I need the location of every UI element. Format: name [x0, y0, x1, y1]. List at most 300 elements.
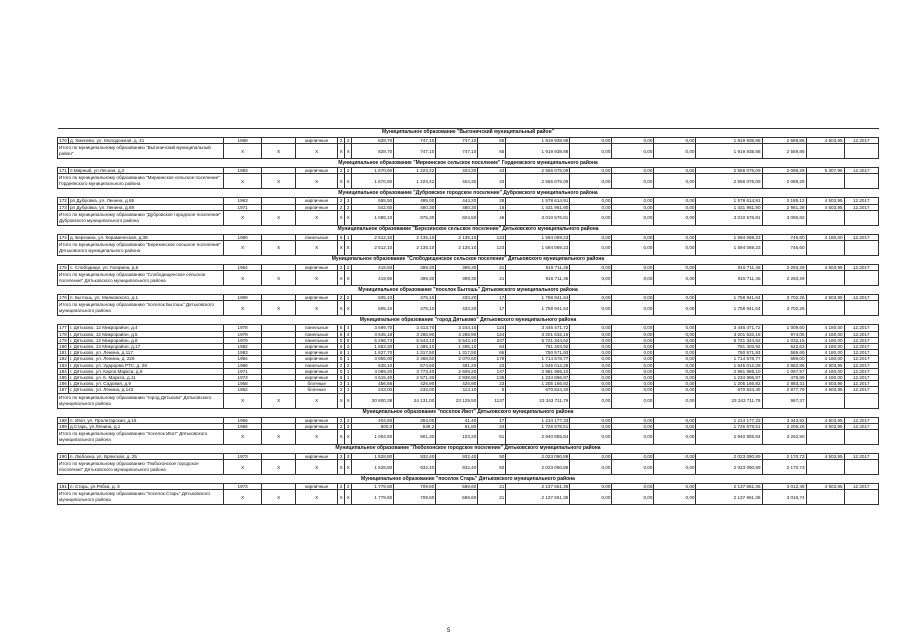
table-cell: 0,00	[612, 138, 654, 144]
table-cell: 426,90	[436, 381, 478, 387]
table-cell: 1973	[224, 375, 262, 381]
table-cell: 2	[338, 387, 345, 393]
subtotal-cell: X	[338, 430, 345, 445]
table-cell: 65	[478, 350, 506, 356]
table-cell: 0,00	[570, 362, 612, 368]
table-cell: 124	[478, 325, 506, 331]
section-title: Муниципальное образование "Выгоничский муниципальный район"	[58, 129, 879, 138]
table-cell: 0,00	[570, 484, 612, 490]
subtotal-cell: X	[296, 301, 338, 316]
table-cell: 1 594 069,23	[696, 234, 762, 240]
table-cell: блочные	[296, 387, 338, 393]
table-cell: 399,30	[436, 265, 478, 271]
table-cell: 0,00	[570, 198, 612, 204]
table-cell: кирпичные	[296, 168, 338, 174]
table-cell: 0,00	[654, 138, 696, 144]
subtotal-cell	[806, 430, 844, 445]
section-title: Муниципальное образование "Мирнинское сельское поселение" Гордеевского муниципального района	[58, 159, 879, 168]
subtotal-cell: X	[262, 430, 296, 445]
subtotal-cell: X	[224, 144, 262, 159]
table-cell: 4 180,00	[806, 368, 844, 374]
table-cell: 3 702,26	[762, 295, 806, 301]
subtotal-cell: 3 016,74	[762, 490, 806, 505]
table-cell: 4 503,95	[806, 138, 844, 144]
table-cell: 138	[478, 375, 506, 381]
subtotal-cell: X	[345, 430, 352, 445]
subtotal-cell: 1 528,80	[352, 460, 394, 475]
table-cell: 4 180,00	[806, 337, 844, 343]
table-cell: 4 180,00	[806, 331, 844, 337]
subtotal-cell: 0,00	[612, 174, 654, 189]
subtotal-cell: X	[345, 144, 352, 159]
section-title: Муниципальное образование "Березинское сельское поселение" Дятьковского муниципального района	[58, 225, 879, 234]
table-cell: г. Дятьково, ул. Ленина, д.117	[69, 350, 224, 356]
subtotal-row	[58, 460, 879, 475]
subtotal-cell	[844, 460, 878, 475]
subtotal-label: Итого по муниципальному образованию "Мирнинское сельское поселение" Гордеевского муниципального района	[58, 174, 224, 189]
table-cell: п. Бытошь, ул. Маяковского, д.1	[69, 295, 224, 301]
subtotal-cell: 1 779,60	[352, 490, 394, 505]
table-cell: 0,00	[570, 204, 612, 210]
section-title: Муниципальное образование "Слободищенское сельское поселение" Дятьковского муниципального района	[58, 256, 879, 265]
table-cell: 0,00	[654, 295, 696, 301]
subtotal-cell: X	[296, 241, 338, 256]
subtotal-cell: X	[224, 301, 262, 316]
table-cell: 689,00	[762, 356, 806, 362]
subtotal-cell: 0,00	[654, 301, 696, 316]
table-cell: 183	[59, 362, 67, 368]
table-cell: 1 234 896,97	[506, 375, 570, 381]
table-cell: 1 726 678,51	[696, 423, 762, 429]
subtotal-cell	[806, 271, 844, 286]
table-cell: 1 214 177,33	[506, 417, 570, 423]
subtotal-cell: 3 010 576,81	[696, 210, 762, 225]
table-cell: 2	[345, 265, 352, 271]
table-cell: 0,00	[654, 331, 696, 337]
table-cell: 12.2017	[844, 234, 878, 240]
table-cell: панельные	[296, 362, 338, 368]
table-cell: 1958	[224, 381, 262, 387]
table-cell: 3 286,90	[436, 331, 478, 337]
section-header-row	[58, 189, 879, 198]
subtotal-cell: 0,00	[570, 144, 612, 159]
table-cell: 1 067,97	[762, 368, 806, 374]
table-cell: 1964	[224, 265, 262, 271]
subtotal-cell: 747,10	[436, 144, 478, 159]
table-cell: 3 645,18	[352, 331, 394, 337]
table-cell: 12.2017	[844, 362, 878, 368]
table-cell: 185	[59, 375, 67, 381]
table-cell: 670 624,40	[696, 387, 762, 393]
table-cell: 974,05	[762, 331, 806, 337]
table-cell: кирпичные	[296, 198, 338, 204]
table-cell: г. Дятьково, ул. Садовая, д.9	[69, 381, 224, 387]
table-cell: 187	[59, 387, 67, 393]
table-cell: п.Мирный, ул.Лесная, д.2	[69, 168, 224, 174]
table-cell: 0,00	[570, 375, 612, 381]
table-cell: рп Дубровка, ул. Ленина, д.65	[69, 198, 224, 204]
table-cell: 3 413,70	[394, 325, 436, 331]
subtotal-cell: 2 135,10	[394, 241, 436, 256]
table-cell: 399,30	[394, 265, 436, 271]
subtotal-cell	[806, 174, 844, 189]
subtotal-cell: X	[296, 144, 338, 159]
table-cell: кирпичные	[296, 265, 338, 271]
subtotal-cell: 1 758 941,64	[696, 301, 762, 316]
table-cell: 1971	[224, 204, 262, 210]
subtotal-cell: 1 004,50	[352, 430, 394, 445]
table-cell: 5	[338, 234, 345, 240]
table-cell: 12.2017	[844, 387, 878, 393]
table-cell: 0,00	[612, 350, 654, 356]
table-cell: 0,00	[654, 387, 696, 393]
subtotal-cell: 21	[478, 490, 506, 505]
subtotal-cell: 901,30	[394, 430, 436, 445]
table-cell: 915 711,45	[696, 265, 762, 271]
table-cell: 28	[478, 198, 506, 204]
subtotal-label: Итого по муниципальному образованию "поселок Ивот" Дятьковского муниципального района	[58, 430, 224, 445]
table-cell: 2	[338, 168, 345, 174]
table-cell: 4 503,95	[806, 295, 844, 301]
subtotal-cell	[806, 144, 844, 159]
table-cell: 0,00	[570, 368, 612, 374]
table-cell: 1 317,50	[394, 350, 436, 356]
table-cell: 0,00	[612, 198, 654, 204]
subtotal-cell: 505,10	[352, 301, 394, 316]
table-cell: 1 214 177,33	[696, 417, 762, 423]
subtotal-cell: 24 131,00	[394, 393, 436, 408]
table-cell: 12.2017	[844, 198, 878, 204]
subtotal-cell: X	[224, 241, 262, 256]
table-cell: 0,00	[570, 265, 612, 271]
table-cell: 2	[345, 204, 352, 210]
subtotal-label: Итого по муниципальному образованию "Дубровское городское поселение" Дубровского муниципального района	[58, 210, 224, 225]
subtotal-cell: 0,00	[612, 460, 654, 475]
subtotal-cell: 589,60	[436, 490, 478, 505]
table-cell: 5	[338, 337, 345, 343]
table-cell: 4 503,95	[806, 484, 844, 490]
table-cell: 176	[59, 295, 67, 301]
subtotal-cell: X	[262, 210, 296, 225]
subtotal-cell: 967,37	[762, 393, 806, 408]
table-cell: 5	[338, 368, 345, 374]
table-cell: 0,00	[654, 344, 696, 350]
table-cell: 1 205 166,82	[696, 381, 762, 387]
table-cell: 0,00	[612, 337, 654, 343]
table-cell: 5 543,10	[436, 337, 478, 343]
table-cell: 2	[345, 168, 352, 174]
table-cell: 1 919 938,88	[696, 138, 762, 144]
subtotal-cell: 1137	[478, 393, 506, 408]
subtotal-cell	[806, 490, 844, 505]
subtotal-cell: X	[296, 271, 338, 286]
section-header-row	[58, 225, 879, 234]
table-cell: 0,00	[570, 423, 612, 429]
table-cell: 1 670,60	[352, 168, 394, 174]
table-cell: 542,60	[352, 204, 394, 210]
subtotal-cell: X	[345, 490, 352, 505]
subtotal-cell	[844, 490, 878, 505]
table-cell: 2	[345, 295, 352, 301]
table-cell: 4 180,00	[806, 350, 844, 356]
subtotal-cell: 3 086,82	[762, 210, 806, 225]
subtotal-cell: 1 919 938,88	[696, 144, 762, 159]
table-cell: 8	[345, 337, 352, 343]
table-cell: 4 180,00	[806, 325, 844, 331]
table-cell: 1973	[224, 454, 262, 460]
table-cell: 480,30	[394, 204, 436, 210]
table-cell: 1 645 012,28	[506, 362, 570, 368]
table-cell: 0,00	[654, 375, 696, 381]
table-cell: 1979	[224, 331, 262, 337]
subtotal-cell: X	[338, 174, 345, 189]
table-cell: 747,10	[436, 138, 478, 144]
table-cell: 12.2017	[844, 350, 878, 356]
subtotal-cell	[844, 174, 878, 189]
table-cell: рп Дубровка, ул. Ленина, д.69	[69, 204, 224, 210]
table-cell: п. Любохна, ул. Брянская, д. 25	[69, 454, 224, 460]
table-cell: 828,70	[352, 138, 394, 144]
subtotal-cell: 932,40	[394, 460, 436, 475]
table-cell: 182	[59, 356, 67, 362]
table-cell: 0,00	[612, 168, 654, 174]
table-cell: 181	[59, 350, 67, 356]
table-cell: 18	[478, 204, 506, 210]
subtotal-cell: X	[262, 490, 296, 505]
table-cell: 0,00	[654, 368, 696, 374]
table-cell: 5	[338, 325, 345, 331]
subtotal-cell: X	[296, 460, 338, 475]
subtotal-label: Итого по муниципальному образованию "Березинское сельское поселение" Дятьковского муниципального района	[58, 241, 224, 256]
table-cell: 6	[338, 375, 345, 381]
table-cell: 0,00	[612, 375, 654, 381]
subtotal-cell: 828,70	[352, 144, 394, 159]
table-cell: 1980	[224, 234, 262, 240]
subtotal-cell: 2 940 855,84	[506, 430, 570, 445]
table-cell: 12.2017	[844, 381, 878, 387]
table-cell: 505,10	[352, 295, 394, 301]
subtotal-row	[58, 144, 879, 159]
subtotal-cell: 3 262,90	[762, 430, 806, 445]
table-cell: панельные	[296, 325, 338, 331]
table-cell: 419,50	[352, 265, 394, 271]
table-cell: 2 512,10	[352, 234, 394, 240]
subtotal-cell	[806, 241, 844, 256]
subtotal-cell: X	[224, 393, 262, 408]
subtotal-cell: 0,00	[654, 430, 696, 445]
table-cell: кирпичные	[296, 350, 338, 356]
table-cell: г. Дятьково, ул. Карла Маркса, д.9	[69, 368, 224, 374]
subtotal-cell: X	[345, 174, 352, 189]
table-cell: 3	[345, 198, 352, 204]
section-header-row	[58, 256, 879, 265]
subtotal-cell: X	[338, 460, 345, 475]
table-cell: 12.2017	[844, 325, 878, 331]
subtotal-cell: 0,00	[654, 174, 696, 189]
subtotal-cell: X	[224, 460, 262, 475]
table-cell: 177	[59, 325, 67, 331]
subtotal-cell	[844, 430, 878, 445]
table-cell: 0,00	[612, 381, 654, 387]
table-cell: 17	[478, 295, 506, 301]
subtotal-cell: 2 556 075,09	[506, 174, 570, 189]
subtotal-cell: 0,00	[570, 490, 612, 505]
table-cell: 1 758 941,64	[696, 295, 762, 301]
subtotal-cell: 2 023 090,89	[506, 460, 570, 475]
table-cell: кирпичные	[296, 375, 338, 381]
table-cell: 1 779,60	[352, 484, 394, 490]
table-cell: 3 446 471,72	[506, 325, 570, 331]
table-cell: 555,50	[352, 198, 394, 204]
subtotal-cell: X	[224, 490, 262, 505]
table-cell: 4 503,95	[806, 198, 844, 204]
table-cell: п. Старь, ул.Рябка, д. 3	[69, 484, 224, 490]
table-cell: 41,40	[436, 417, 478, 423]
subtotal-cell: X	[345, 241, 352, 256]
subtotal-cell: 65	[478, 144, 506, 159]
subtotal-cell: 51	[478, 430, 506, 445]
table-cell: 0,00	[654, 265, 696, 271]
table-cell: 2 089,29	[762, 168, 806, 174]
table-cell: 123	[478, 234, 506, 240]
table-cell: 2 862,86	[762, 362, 806, 368]
table-cell: 4 503,95	[806, 454, 844, 460]
table-cell: 5 721 344,62	[696, 337, 762, 343]
subtotal-cell: 3 702,26	[762, 301, 806, 316]
table-cell: панельные	[296, 331, 338, 337]
table-cell: 1963	[224, 198, 262, 204]
section-title: Муниципальное образование "Любохонское городское поселение" Дятьковского муниципального района	[58, 445, 879, 454]
subtotal-cell: X	[224, 430, 262, 445]
table-cell: г. Дятьково, 12 Микрорайон, д.8	[69, 337, 224, 343]
table-cell: 243,00	[352, 387, 394, 393]
table-cell: 363,00	[394, 417, 436, 423]
subtotal-cell: 0,00	[654, 144, 696, 159]
table-cell: 2	[338, 417, 345, 423]
table-cell: 0,00	[654, 417, 696, 423]
subtotal-cell: 2 293,29	[762, 271, 806, 286]
table-cell: 2	[345, 417, 352, 423]
table-cell: 2 137 661,36	[696, 484, 762, 490]
table-cell: 2	[338, 484, 345, 490]
table-cell: 2 135,10	[436, 234, 478, 240]
subtotal-label: Итого по муниципальному образованию "поселок Бытошь" Дятьковского муниципального района	[58, 301, 224, 316]
subtotal-cell: 23 129,50	[436, 393, 478, 408]
table-cell: 2	[338, 454, 345, 460]
subtotal-cell: 0,00	[570, 210, 612, 225]
subtotal-cell: 475,10	[394, 301, 436, 316]
subtotal-cell: 0,00	[654, 241, 696, 256]
table-cell: 12.2017	[844, 454, 878, 460]
subtotal-cell: 43	[478, 174, 506, 189]
table-cell: 0,00	[570, 417, 612, 423]
table-cell: 179	[59, 337, 67, 343]
table-cell: 1 431 961,90	[696, 204, 762, 210]
table-cell: 12.2017	[844, 295, 878, 301]
table-cell: 522,63	[762, 344, 806, 350]
table-cell: 750 571,93	[696, 350, 762, 356]
table-cell: 2	[338, 265, 345, 271]
table-cell: 915 711,45	[506, 265, 570, 271]
subtotal-cell: 0,00	[612, 144, 654, 159]
table-cell: 0,00	[654, 381, 696, 387]
subtotal-cell: 924,50	[436, 210, 478, 225]
subtotal-cell: 0,00	[654, 210, 696, 225]
table-cell: кирпичные	[296, 344, 338, 350]
subtotal-cell: X	[262, 301, 296, 316]
table-cell: 1 714 578,77	[506, 356, 570, 362]
table-cell: 1983	[224, 168, 262, 174]
table-cell: 3 773,40	[394, 368, 436, 374]
subtotal-cell: 0,00	[570, 301, 612, 316]
table-cell: 2 556 075,09	[506, 168, 570, 174]
table-cell: 0,00	[612, 325, 654, 331]
table-cell: 0,00	[654, 325, 696, 331]
table-cell: 17	[478, 417, 506, 423]
subtotal-label: Итого по муниципальному образованию "поселок Старь" Дятьковского муниципального района	[58, 490, 224, 505]
subtotal-cell: 0,00	[570, 174, 612, 189]
table-cell: 2 170,73	[762, 454, 806, 460]
subtotal-cell: 21	[478, 271, 506, 286]
table-cell: 43	[478, 168, 506, 174]
subtotal-cell: 123	[478, 241, 506, 256]
table-cell: 50	[478, 454, 506, 460]
table-cell: 781 403,92	[696, 344, 762, 350]
table-cell: 12.2017	[844, 331, 878, 337]
table-cell: 3	[345, 423, 352, 429]
table-cell: 1 317,50	[436, 350, 478, 356]
table-cell: 2 023 090,89	[696, 454, 762, 460]
table-cell: 638,10	[352, 362, 394, 368]
subtotal-cell: X	[296, 430, 338, 445]
subtotal-cell: 0,00	[612, 210, 654, 225]
subtotal-cell: 419,50	[352, 271, 394, 286]
table-cell: 0,00	[570, 234, 612, 240]
table-cell: 0,00	[570, 344, 612, 350]
table-cell: 0,00	[612, 295, 654, 301]
table-cell: 3 201 632,16	[696, 331, 762, 337]
subtotal-cell: X	[338, 393, 345, 408]
subtotal-cell: 17	[478, 301, 506, 316]
table-cell: кирпичные	[296, 423, 338, 429]
table-cell: 2 938,90	[436, 375, 478, 381]
table-cell: 1 223,42	[394, 168, 436, 174]
table-cell: 247	[478, 337, 506, 343]
table-cell: 475,10	[394, 295, 436, 301]
table-cell: д.Старь, ул.Ленина, д.1	[69, 423, 224, 429]
table-cell: г. Дятьково, 13 Микрорайон, д.17	[69, 344, 224, 350]
table-cell: г. Дятьково, 12 Микрорайон, д.4	[69, 325, 224, 331]
table-cell: 0,00	[654, 198, 696, 204]
subtotal-cell: 2 170,73	[762, 460, 806, 475]
subtotal-cell: 1 098,10	[352, 210, 394, 225]
subtotal-cell	[844, 271, 878, 286]
table-cell: 1982	[224, 344, 262, 350]
table-cell: 0,00	[570, 356, 612, 362]
table-cell: 2 981 969,10	[696, 368, 762, 374]
table-cell: 1955	[224, 423, 262, 429]
table-cell: 574,60	[394, 362, 436, 368]
subtotal-cell: X	[345, 271, 352, 286]
subtotal-cell: X	[262, 271, 296, 286]
table-cell: 6 296,73	[352, 337, 394, 343]
table-cell: 6	[338, 350, 345, 356]
table-cell: 1 431 961,90	[506, 204, 570, 210]
subtotal-cell: X	[338, 241, 345, 256]
table-cell: 21	[478, 484, 506, 490]
table-cell: 34	[478, 423, 506, 429]
subtotal-cell: 0,00	[570, 241, 612, 256]
